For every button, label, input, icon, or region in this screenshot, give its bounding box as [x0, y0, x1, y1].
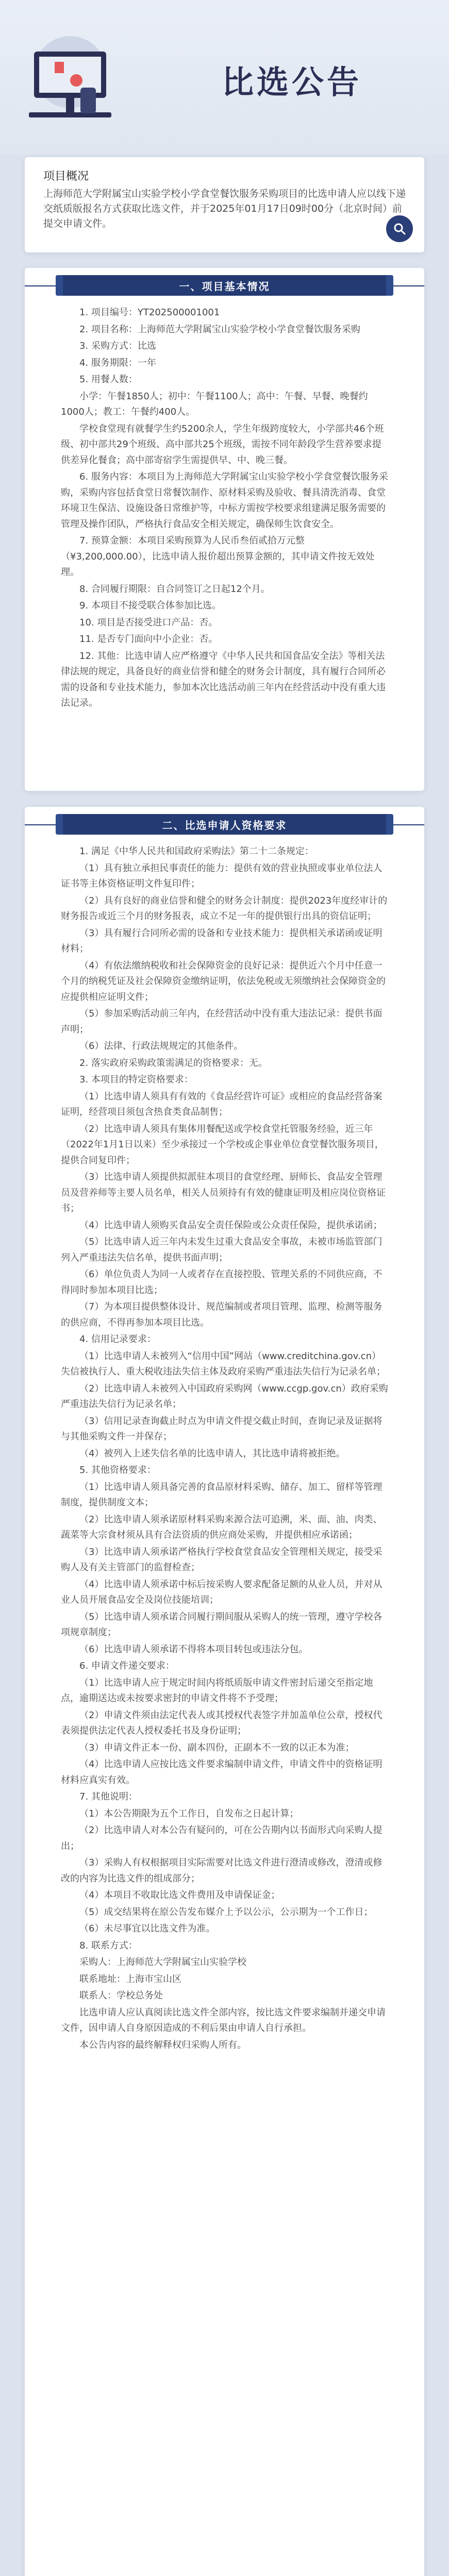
paragraph: （5）比选申请人须承诺合同履行期间服从采购人的统一管理，遵守学校各项规章制度；: [61, 1611, 383, 1638]
search-button[interactable]: [386, 215, 413, 242]
section-title-bar: [56, 814, 393, 835]
paragraph: 本公告内容的最终解释权归采购人所有。: [79, 2039, 246, 2050]
section-content: [61, 844, 388, 2053]
paragraph: 4. 服务期限：一年: [79, 357, 156, 368]
paragraph: （1）本公告期限为五个工作日，自发布之日起计算；: [79, 1808, 299, 1819]
paragraph: （1）比选申请人应于规定时间内将纸质版申请文件密封后递交至指定地点，逾期送达或未按要求密封的申请文件将不予受理；: [61, 1677, 373, 1704]
paragraph: 7. 预算金额：本项目采购预算为人民币叁佰贰拾万元整（¥3,200,000.00），比选申请人报价超出预算金额的，其申请文件按无效处理。: [61, 535, 375, 578]
bar-edge-left: [56, 814, 63, 835]
paragraph: 7. 其他说明：: [79, 1791, 138, 1802]
paragraph: 8. 合同履行期限：自合同签订之日起12个月。: [79, 583, 270, 595]
paragraph: 3. 本项目的特定资格要求：: [79, 1074, 193, 1085]
paragraph: （2）比选申请人须承诺原材料采购来源合法可追溯，米、面、油、肉类、蔬菜等大宗食材须从具有合法资质的供应商处采购，并提供相应承诺函；: [61, 1514, 383, 1540]
paragraph: （3）信用记录查询截止时点为申请文件提交截止时间，查询记录及证据将与其他采购文件一并保存；: [61, 1415, 383, 1442]
paragraph: （5）参加采购活动前三年内，在经营活动中没有重大违法记录：提供书面声明；: [61, 1008, 383, 1035]
paragraph: （3）比选申请人须提供拟派驻本项目的食堂经理、厨师长、食品安全管理员及营养师等主要人员名单，相关人员须持有有效的健康证明及相应岗位资格证书；: [61, 1172, 386, 1214]
paragraph: 1. 项目编号：YT202500001001: [79, 307, 220, 318]
search-icon: [393, 222, 406, 235]
section-title-bar: [56, 275, 393, 296]
section-content: [61, 305, 388, 711]
paragraph: 采购人：上海师范大学附属宝山实验学校: [79, 1957, 246, 1968]
bar-edge-right: [386, 814, 393, 835]
paragraph: （1）比选申请人须具有有效的《食品经营许可证》或相应的食品经营备案证明，经营项目须包含热食类食品制售；: [61, 1091, 383, 1117]
bar-edge-left: [56, 275, 63, 296]
paragraph: （4）本项目不收取比选文件费用及申请保证金；: [79, 1890, 280, 1901]
paragraph: （2）比选申请人未被列入中国政府采购网（www.ccgp.gov.cn）政府采购严重违法失信行为记录名单；: [61, 1383, 388, 1410]
summary-text: 上海师范大学附属宝山实验学校小学食堂餐饮服务采购项目的比选申请人应以线下递交纸质版报名方式获取比选文件，并于2025年01月17日09时00分（北京时间）前提交申请文件。: [43, 188, 406, 229]
paragraph: （4）比选申请人应按比选文件要求编制申请文件，申请文件中的资格证明材料应真实有效。: [61, 1759, 383, 1786]
paragraph: （2）比选申请人须具有集体用餐配送或学校食堂托管服务经验，近三年（2022年1月1日以来）至少承接过一个学校或企事业单位食堂餐饮服务项目，提供合同复印件；: [61, 1123, 384, 1166]
paragraph: （2）具有良好的商业信誉和健全的财务会计制度：提供2023年度经审计的财务报告或近三个月的财务报表，成立不足一年的提供银行出具的资信证明；: [61, 895, 388, 922]
section-qualifications: [25, 807, 424, 2576]
paragraph: （1）具有独立承担民事责任的能力：提供有效的营业执照或事业单位法人证书等主体资格证明文件复印件；: [61, 862, 383, 889]
summary-card: [25, 157, 424, 252]
paragraph: （3）采购人有权根据项目实际需要对比选文件进行澄清或修改，澄清或修改的内容为比选文件的组成部分；: [61, 1857, 383, 1884]
paragraph: （4）被列入上述失信名单的比选申请人，其比选申请将被拒绝。: [79, 1448, 345, 1459]
paragraph: 联系人：学校总务处: [79, 1990, 163, 2001]
paragraph: （6）单位负责人为同一人或者存在直接控股、管理关系的不同供应商，不得同时参加本项目比选；: [61, 1269, 383, 1296]
paragraph: （2）比选申请人对本公告有疑问的，可在公告期内以书面形式向采购人提出；: [61, 1825, 383, 1852]
paragraph: 6. 服务内容：本项目为上海师范大学附属宝山实验学校小学食堂餐饮服务采购，采购内容包括食堂日常餐饮制作、原材料采购及验收、餐具清洗消毒、食堂环境卫生保洁、设施设备日常维护等，中标方需按学校要求组建满足服务需要的管理及操作团队，严格执行食品安全相关规定，确保师生饮食安全。: [61, 471, 388, 530]
paragraph: 10. 项目是否接受进口产品：否。: [79, 617, 218, 628]
paragraph: 小学：午餐1850人；初中：午餐1100人；高中：午餐、早餐、晚餐约1000人；教工：午餐约400人。: [61, 391, 368, 417]
section-title: 二、比选申请人资格要求: [162, 819, 287, 832]
paragraph: 9. 本项目不接受联合体参加比选。: [79, 600, 221, 611]
bar-edge-right: [386, 275, 393, 296]
paragraph: （7）为本项目提供整体设计、规范编制或者项目管理、监理、检测等服务的供应商，不得再参加本项目比选。: [61, 1301, 383, 1328]
paragraph: 5. 用餐人数：: [79, 374, 138, 385]
paragraph: （1）比选申请人未被列入“信用中国”网站（www.creditchina.gov.cn）失信被执行人、重大税收违法失信主体及政府采购严重违法失信行为记录名单；: [61, 1350, 386, 1377]
paragraph: （1）比选申请人须具备完善的食品原材料采购、储存、加工、留样等管理制度，提供制度文本；: [61, 1481, 383, 1508]
paragraph: 6. 申请文件递交要求：: [79, 1660, 175, 1671]
paragraph: 比选申请人应认真阅读比选文件全部内容，按比选文件要求编制并递交申请文件，因申请人自身原因造成的不利后果由申请人自行承担。: [61, 2007, 386, 2033]
paragraph: 1. 满足《中华人民共和国政府采购法》第二十二条规定：: [79, 846, 314, 857]
page-title: 比选公告: [222, 63, 362, 101]
paragraph: 联系地址：上海市宝山区: [79, 1973, 181, 1985]
paragraph: （5）比选申请人近三年内未发生过重大食品安全事故，未被市场监管部门列入严重违法失信名单，提供书面声明；: [61, 1236, 383, 1263]
paragraph: 学校食堂现有就餐学生约5200余人，学生年级跨度较大，小学部共46个班级、初中部共29个班级、高中部共25个班级，需按不同年龄段学生营养要求提供差异化餐食；高中部寄宿学生需提供早、中、晚三餐。: [61, 423, 384, 466]
section-project-info: [25, 268, 424, 791]
paragraph: 4. 信用记录要求：: [79, 1334, 156, 1345]
paragraph: 2. 落实政府采购政策需满足的资格要求：无。: [79, 1057, 268, 1069]
paragraph: （3）具有履行合同所必需的设备和专业技术能力：提供相关承诺函或证明材料；: [61, 927, 383, 954]
summary-label: 项目概况: [43, 170, 89, 183]
paragraph: 2. 项目名称：上海师范大学附属宝山实验学校小学食堂餐饮服务采购: [79, 324, 360, 335]
paragraph: 12. 其他：比选申请人应严格遵守《中华人民共和国食品安全法》等相关法律法规的规定，具备良好的商业信誉和健全的财务会计制度，具有履行合同所必需的设备和专业技术能力，参加本次比选活动前三年内在经营活动中没有重大违法记录。: [61, 650, 386, 708]
paragraph: （6）未尽事宜以比选文件为准。: [79, 1923, 215, 1934]
paragraph: 3. 采购方式：比选: [79, 341, 156, 351]
header-banner: [0, 0, 449, 155]
paragraph: （4）有依法缴纳税收和社会保障资金的良好记录：提供近六个月中任意一个月的纳税凭证及社会保障资金缴纳证明，依法免税或无须缴纳社会保障资金的应提供相应证明文件；: [61, 960, 386, 1003]
desk-illustration-icon: [19, 31, 122, 134]
paragraph: （6）法律、行政法规规定的其他条件。: [79, 1041, 243, 1052]
paragraph: （5）成交结果将在原公告发布媒介上予以公示，公示期为一个工作日；: [79, 1906, 373, 1918]
paragraph: （3）比选申请人须承诺严格执行学校食堂食品安全管理相关规定，接受采购人及有关主管部门的监督检查；: [61, 1546, 383, 1573]
paragraph: 8. 联系方式：: [79, 1940, 138, 1951]
paragraph: （2）申请文件须由法定代表人或其授权代表签字并加盖单位公章，授权代表须提供法定代表人授权委托书及身份证明；: [61, 1709, 383, 1736]
paragraph: （4）比选申请人须购买食品安全责任保险或公众责任保险，提供承诺函；: [79, 1219, 383, 1231]
paragraph: （3）申请文件正本一份、副本四份，正副本不一致的以正本为准；: [79, 1742, 355, 1753]
section-title: 一、项目基本情况: [179, 280, 270, 293]
paragraph: （6）比选申请人须承诺不得将本项目转包或违法分包。: [79, 1643, 308, 1655]
paragraph: 5. 其他资格要求：: [79, 1465, 156, 1476]
paragraph: 11. 是否专门面向中小企业：否。: [79, 634, 218, 645]
paragraph: （4）比选申请人须承诺中标后按采购人要求配备足额的从业人员，并对从业人员开展食品安全及岗位技能培训；: [61, 1579, 383, 1605]
